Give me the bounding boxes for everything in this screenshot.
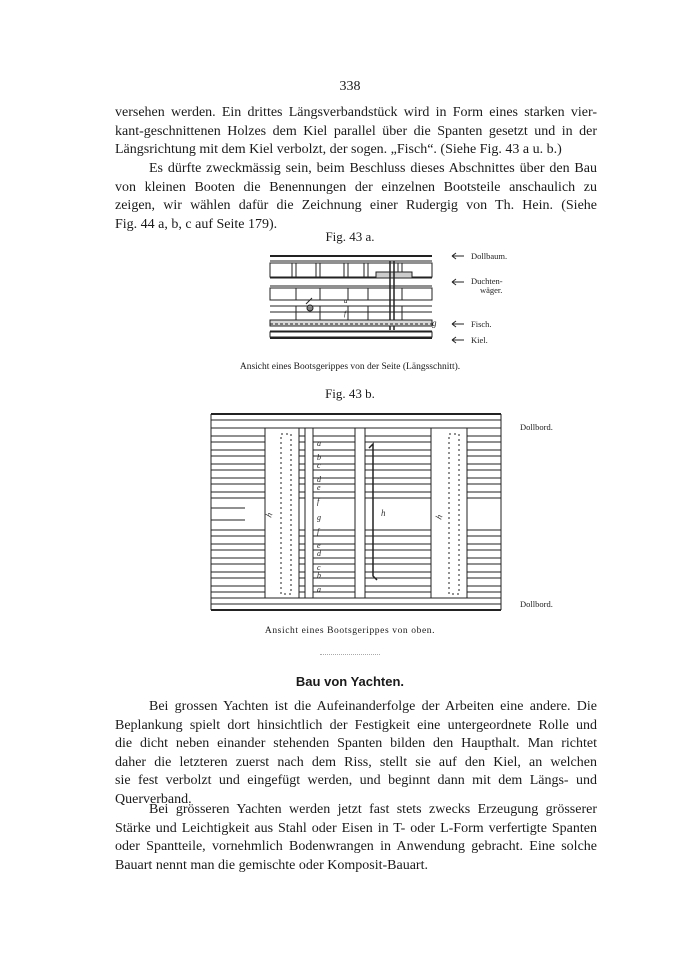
figure-a-title: Fig. 43 a.: [325, 229, 375, 244]
yacht-paragraph-1: [115, 698, 597, 810]
text-line: von kleinen Booten die Benennungen der einzelnen Bootsteile anschaulich zu: [115, 179, 597, 195]
separator-dots: [320, 654, 380, 655]
text-line: Querverband.: [115, 791, 192, 807]
second-paragraph: [115, 160, 597, 234]
inline-letter: b: [317, 453, 321, 462]
figure-a-drawing: [260, 246, 540, 354]
inline-letter: d: [317, 475, 321, 484]
label-kiel: Kiel.: [471, 335, 488, 345]
inline-letter: e: [317, 483, 321, 492]
text-line: Es dürfte zweckmässig sein, beim Beschluss dieses Abschnittes über den Bau: [149, 161, 597, 176]
inline-letter: g: [317, 513, 321, 522]
text-line: daher die letzteren zuerst nach dem Riss, stellt sie auf den Kiel, an welchen: [115, 754, 597, 770]
handwritten-mark: h: [433, 513, 445, 521]
text-line: versehen werden. Ein drittes Längsverbandstück wird in Form eines starken vier-: [115, 105, 597, 120]
text-line: die dicht neben einander stehenden Spanten bilden den Haupthalt. Man richtet: [115, 736, 597, 752]
page-number: 338: [339, 79, 361, 94]
intro-paragraph: [115, 104, 597, 160]
inline-letter: b: [317, 571, 321, 580]
inline-letter: a: [317, 439, 321, 448]
inline-letter: e: [317, 541, 321, 550]
label-fisch: Fisch.: [471, 319, 492, 329]
yacht-paragraph-2: [115, 801, 597, 875]
inline-letter: f: [317, 497, 320, 506]
label-dollbord-bottom: Dollbord.: [520, 599, 553, 609]
label-duchten-2: wäger.: [480, 285, 503, 295]
text-line: kant-geschnittenen Holzes dem Kiel parallel über die Spanten gesetzt und in der: [115, 123, 597, 139]
text-line: Bei grösseren Yachten werden jetzt fast stets zwecks Erzeugung grösserer: [149, 802, 597, 817]
text-line: Stärke und Leichtigkeit aus Stahl oder Eisen in T- oder L-Form verfertigte Spanten: [115, 820, 597, 836]
text-line: Fig. 44 a, b, c auf Seite 179).: [115, 216, 278, 232]
figure-b-title: Fig. 43 b.: [325, 386, 375, 401]
label-dollbaum: Dollbaum.: [471, 251, 508, 261]
inline-letter: a: [344, 297, 348, 305]
figure-a-caption: Ansicht eines Bootsgerippes von der Seite (Längsschnitt).: [239, 362, 461, 372]
text-line: Beplankung spielt dort hinsichtlich der Festigkeit eine untergeordnete Rolle und: [115, 717, 597, 733]
label-duchten: Duchten-: [471, 276, 503, 286]
inline-letter: d: [317, 549, 321, 558]
inline-letter: c: [317, 563, 321, 572]
text-line: Bauart nennt man die gemischte oder Komposit-Bauart.: [115, 857, 428, 873]
text-line: zeigen, wir wählen dafür die Zeichnung einer Rudergig von Th. Hein. (Siehe: [115, 198, 597, 214]
inline-letter: a: [317, 585, 321, 594]
text-line: Längsrichtung mit dem Kiel verbolzt, der sogen. „Fisch“. (Siehe Fig. 43 a u. b.): [115, 142, 562, 158]
text-line: Bei grossen Yachten ist die Aufeinanderfolge der Arbeiten eine andere. Die: [149, 699, 597, 714]
inline-letter: f: [344, 310, 346, 318]
figure-b-caption: Ansicht eines Bootsgerippes von oben.: [264, 626, 436, 636]
inline-letter: g: [432, 318, 437, 328]
figure-b-drawing: [205, 408, 575, 618]
label-dollbord-top: Dollbord.: [520, 422, 553, 432]
text-line: sie fest verbolzt und eingefügt werden, und beginnt dann mit dem Längs- und: [115, 773, 597, 789]
section-heading: Bau von Yachten.: [295, 674, 405, 689]
handwritten-mark: h: [381, 508, 386, 518]
text-line: oder Spantteile, vornehmlich Bodenwrangen in Anwendung gebracht. Eine solche: [115, 839, 597, 855]
inline-letter: c: [317, 461, 321, 470]
handwritten-mark: h: [263, 511, 275, 519]
inline-letter: f: [317, 527, 320, 536]
